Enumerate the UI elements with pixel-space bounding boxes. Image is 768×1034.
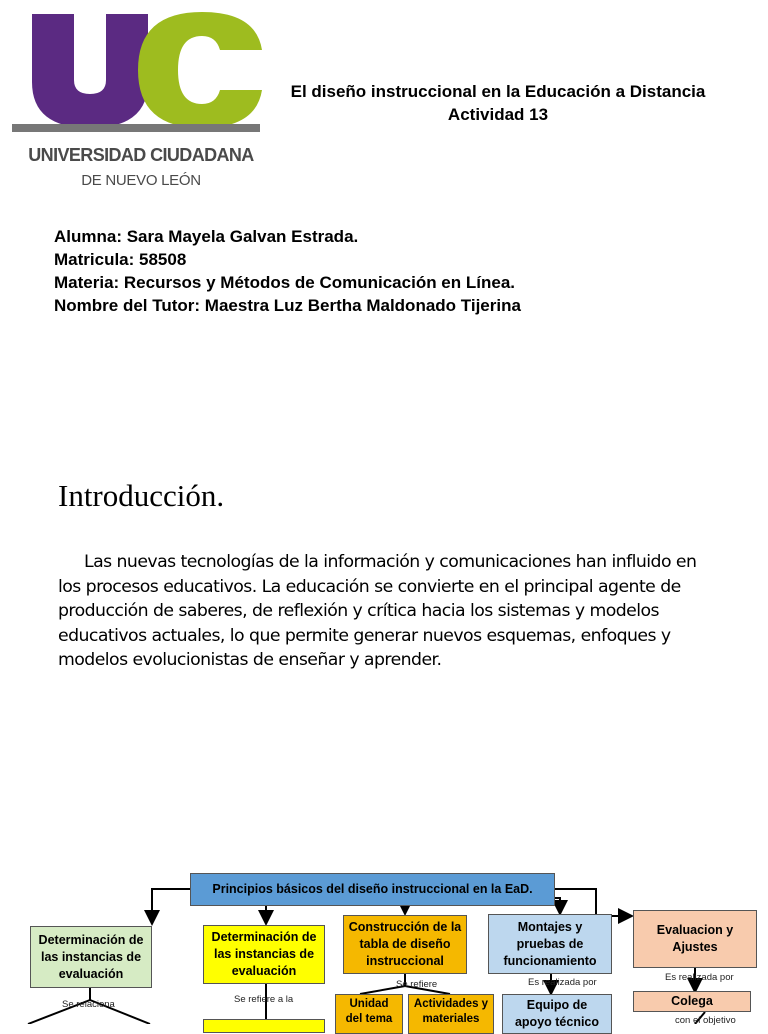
- connector-main-to-det-eval-1: [152, 889, 190, 922]
- student-name: Alumna: Sara Mayela Galvan Estrada.: [54, 227, 359, 246]
- diagram-node-tabla: Construcción de la tabla de diseño instruccional: [343, 915, 467, 974]
- diagram-node-actividades: Actividades y materiales: [408, 994, 494, 1034]
- label-se-relaciona: Se relaciona: [62, 999, 115, 1010]
- diagram-node-unidad: Unidad del tema: [335, 994, 403, 1034]
- label-se-refiere-a-la: Se refiere a la: [234, 994, 294, 1005]
- connector-main-to-montajes: [555, 889, 630, 916]
- diagram-node-equipo: Equipo de apoyo técnico: [502, 994, 612, 1034]
- label-se-refiere: Se refiere: [396, 979, 438, 990]
- introduction-heading: Introducción.: [58, 478, 225, 513]
- title-line: El diseño instruccional en la Educación a Distancia: [290, 82, 706, 101]
- label-con-objetivo: con el objetivo: [675, 1015, 736, 1026]
- diagram-node-montajes: Montajes y pruebas de funcionamiento: [488, 914, 612, 974]
- logo-university-subtitle: DE NUEVO LEÓN: [81, 172, 201, 189]
- introduction-text: Las nuevas tecnologías de la información y comunicaciones han influido en los procesos educativos. La educación se convierte en el principal agente de producción de saberes, de reflexión y crítica hacia los sistemas y modelos educativos actuales, lo que permite generar nuevos esquemas, enfoques y modelos evolucionistas de enseñar y aprender.: [58, 552, 697, 670]
- diagram-node-bottom-yellow: [203, 1019, 325, 1033]
- diagram-node-evaluacion: Evaluacion y Ajustes: [633, 910, 757, 968]
- label-es-realizada-por-2: Es realizada por: [665, 972, 734, 983]
- student-id: Matricula: 58508: [54, 250, 187, 269]
- logo-university-name: UNIVERSIDAD CIUDADANA: [28, 145, 254, 165]
- diagram-main-node: Principios básicos del diseño instruccional en la EaD.: [190, 873, 555, 906]
- activity-line: Actividad 13: [447, 105, 549, 124]
- label-es-realizada-por-1: Es realizada por: [528, 977, 597, 988]
- diagram-node-det-eval-2: Determinación de las instancias de evaluación: [203, 925, 325, 984]
- course-name: Materia: Recursos y Métodos de Comunicación en Línea.: [54, 273, 515, 292]
- tutor-name: Nombre del Tutor: Maestra Luz Bertha Maldonado Tijerina: [54, 296, 521, 315]
- diagram-node-colega: Colega: [633, 991, 751, 1012]
- connector-main-to-evaluacion: [555, 898, 560, 912]
- diagram-node-det-eval-1: Determinación de las instancias de evaluación: [30, 926, 152, 988]
